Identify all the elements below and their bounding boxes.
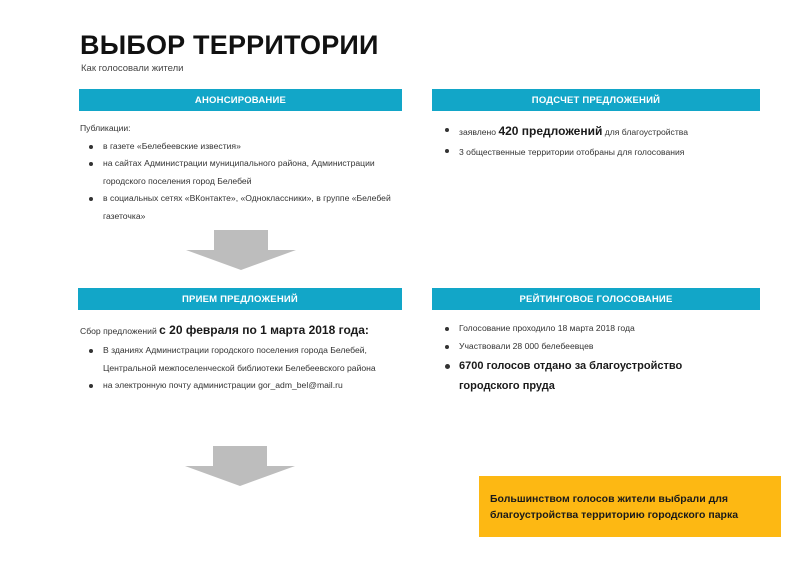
count-prefix: заявлено xyxy=(459,127,499,137)
announce-body xyxy=(80,120,400,225)
list-item: В зданиях Администрации городского поселения города Белебей, Центральной межпоселенческой библиотеки Белебеевского района xyxy=(80,342,400,377)
intake-list xyxy=(80,342,400,395)
list-item: 3 общественные территории отобраны для голосования xyxy=(436,142,766,162)
list-item: в социальных сетях «ВКонтакте», «Одноклассники», в группе «Белебей газеточка» xyxy=(80,190,400,225)
announce-list xyxy=(80,138,400,226)
intake-lead-prefix: Сбор предложений xyxy=(80,326,160,336)
list-item: на сайтах Администрации муниципального района, Администрации городского поселения город Белебей xyxy=(80,155,400,190)
rating-header: РЕЙТИНГОВОЕ ГОЛОСОВАНИЕ xyxy=(432,288,760,310)
rating-body xyxy=(436,320,736,396)
announce-header: АНОНСИРОВАНИЕ xyxy=(79,89,402,111)
page-subtitle: Как голосовали жители xyxy=(81,63,184,74)
list-item: Участвовали 28 000 белебеевцев xyxy=(436,338,736,356)
intake-header: ПРИЕМ ПРЕДЛОЖЕНИЙ xyxy=(78,288,402,310)
result-text: Большинством голосов жители выбрали для благоустройства территорию городского парка xyxy=(490,493,739,521)
down-arrow-icon xyxy=(186,230,296,270)
announce-intro: Публикации: xyxy=(80,123,131,133)
rating-highlight-list xyxy=(436,356,736,396)
count-suffix: для благоустройства xyxy=(602,127,689,137)
count-body xyxy=(436,121,766,162)
list-item: Голосование проходило 18 марта 2018 года xyxy=(436,320,736,338)
down-arrow-icon xyxy=(185,446,295,486)
count-header: ПОДСЧЕТ ПРЕДЛОЖЕНИЙ xyxy=(432,89,760,111)
page-title: ВЫБОР ТЕРРИТОРИИ xyxy=(80,30,379,60)
rating-list xyxy=(436,320,736,355)
count-value: 420 предложений xyxy=(498,124,603,138)
intake-dates: с 20 февраля по 1 марта 2018 года: xyxy=(159,323,369,337)
count-list xyxy=(436,121,766,162)
intake-body xyxy=(80,320,400,395)
rating-highlight: 6700 голосов отдано за благоустройство городского пруда xyxy=(436,356,736,396)
intake-lead xyxy=(80,320,400,341)
list-item xyxy=(436,121,766,142)
list-item: на электронную почту администрации gor_adm_bel@mail.ru xyxy=(80,377,400,395)
list-item: в газете «Белебеевские известия» xyxy=(80,138,400,156)
result-callout xyxy=(479,476,781,537)
